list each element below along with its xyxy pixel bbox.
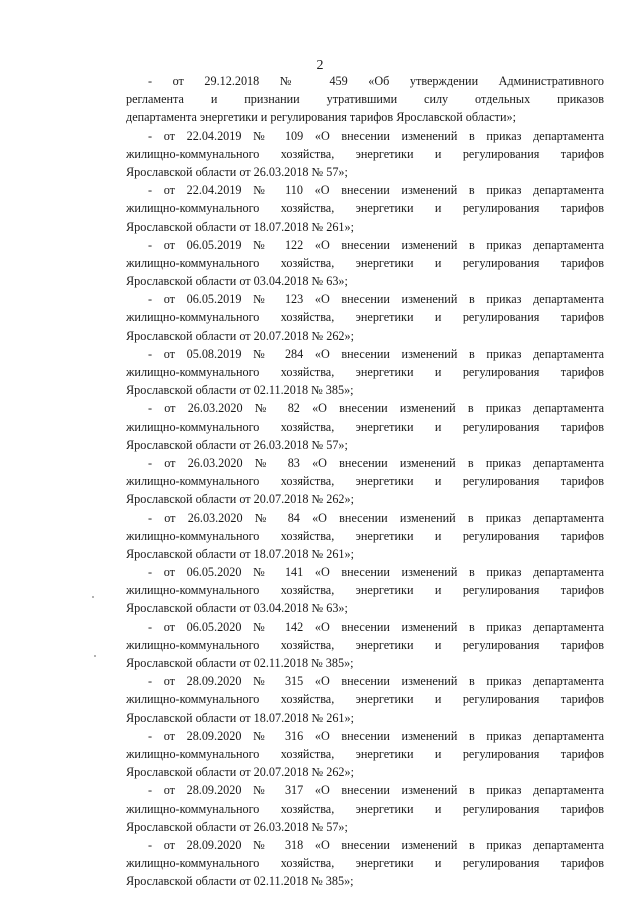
- item-line: Ярославской области от 20.07.2018 № 262»;: [126, 765, 354, 780]
- list-item-7: [126, 454, 604, 509]
- list-item-4: [126, 290, 604, 345]
- item-line: жилищно-коммунального хозяйства, энергетики и регулирования тарифов: [126, 801, 604, 816]
- item-line: регламента и признании утратившими силу отдельных приказов: [126, 92, 604, 107]
- item-line: жилищно-коммунального хозяйства, энергетики и регулирования тарифов: [126, 419, 604, 434]
- item-line: - от 22.04.2019 № 109 «О внесении изменений в приказ департамента: [148, 128, 604, 143]
- item-line: - от 26.03.2020 № 82 «О внесении изменений в приказ департамента: [148, 401, 604, 416]
- item-line: жилищно-коммунального хозяйства, энергетики и регулирования тарифов: [126, 583, 604, 598]
- document-body: [126, 72, 604, 890]
- item-line: жилищно-коммунального хозяйства, энергетики и регулирования тарифов: [126, 255, 604, 270]
- item-line: жилищно-коммунального хозяйства, энергетики и регулирования тарифов: [126, 310, 604, 325]
- list-item-9: [126, 563, 604, 618]
- item-line: жилищно-коммунального хозяйства, энергетики и регулирования тарифов: [126, 528, 604, 543]
- item-line: жилищно-коммунального хозяйства, энергетики и регулирования тарифов: [126, 856, 604, 871]
- scan-speck: [94, 655, 96, 657]
- list-item-5: [126, 345, 604, 400]
- list-item-12: [126, 727, 604, 782]
- list-item-3: [126, 236, 604, 291]
- item-line: Ярославской области от 20.07.2018 № 262»;: [126, 492, 354, 507]
- item-line: - от 26.03.2020 № 84 «О внесении изменений в приказ департамента: [148, 510, 604, 525]
- item-line: - от 28.09.2020 № 315 «О внесении изменений в приказ департамента: [148, 674, 604, 689]
- item-line: - от 29.12.2018 № 459 «Об утверждении Административного: [148, 74, 604, 88]
- item-line: департамента энергетики и регулирования тарифов Ярославской области»;: [126, 110, 516, 125]
- list-item-6: [126, 399, 604, 454]
- item-line: жилищно-коммунального хозяйства, энергетики и регулирования тарифов: [126, 746, 604, 761]
- list-item-13: [126, 781, 604, 836]
- item-line: Ярославской области от 03.04.2018 № 63»;: [126, 274, 348, 289]
- item-line: Ярославской области от 02.11.2018 № 385»;: [126, 656, 354, 670]
- item-line: Ярославской области от 26.03.2018 № 57»;: [126, 164, 348, 179]
- item-line: - от 05.08.2019 № 284 «О внесении изменений в приказ департамента: [148, 346, 604, 361]
- item-line: Ярославской области от 02.11.2018 № 385»;: [126, 383, 354, 398]
- item-line: жилищно-коммунального хозяйства, энергетики и регулирования тарифов: [126, 365, 604, 379]
- item-line: - от 22.04.2019 № 110 «О внесении изменений в приказ департамента: [148, 183, 604, 198]
- item-line: Ярославской области от 02.11.2018 № 385»;: [126, 874, 354, 889]
- list-item-10: [126, 618, 604, 673]
- item-line: Ярославской области от 18.07.2018 № 261»;: [126, 710, 354, 725]
- list-item-14: [126, 836, 604, 891]
- list-item-0: [126, 72, 604, 127]
- item-line: - от 26.03.2020 № 83 «О внесении изменений в приказ департамента: [148, 455, 604, 470]
- item-line: Ярославской области от 26.03.2018 № 57»;: [126, 819, 348, 834]
- item-line: - от 06.05.2020 № 142 «О внесении изменений в приказ департамента: [148, 619, 604, 634]
- item-line: жилищно-коммунального хозяйства, энергетики и регулирования тарифов: [126, 146, 604, 161]
- item-line: - от 06.05.2020 № 141 «О внесении изменений в приказ департамента: [148, 565, 604, 580]
- item-line: - от 28.09.2020 № 318 «О внесении изменений в приказ департамента: [148, 837, 604, 852]
- item-line: - от 28.09.2020 № 316 «О внесении изменений в приказ департамента: [148, 728, 604, 743]
- item-line: - от 06.05.2019 № 122 «О внесении изменений в приказ департамента: [148, 237, 604, 252]
- item-line: жилищно-коммунального хозяйства, энергетики и регулирования тарифов: [126, 637, 604, 652]
- item-line: Ярославской области от 18.07.2018 № 261»;: [126, 219, 354, 234]
- item-line: - от 06.05.2019 № 123 «О внесении изменений в приказ департамента: [148, 292, 604, 307]
- item-line: Ярославской области от 03.04.2018 № 63»;: [126, 601, 348, 616]
- item-line: Ярославской области от 26.03.2018 № 57»;: [126, 437, 348, 452]
- item-line: жилищно-коммунального хозяйства, энергетики и регулирования тарифов: [126, 201, 604, 216]
- item-line: жилищно-коммунального хозяйства, энергетики и регулирования тарифов: [126, 692, 604, 707]
- list-item-11: [126, 672, 604, 727]
- item-line: Ярославской области от 18.07.2018 № 261»;: [126, 546, 354, 561]
- item-line: жилищно-коммунального хозяйства, энергетики и регулирования тарифов: [126, 474, 604, 489]
- page-number: 2: [316, 58, 324, 73]
- list-item-2: [126, 181, 604, 236]
- item-line: - от 28.09.2020 № 317 «О внесении изменений в приказ департамента: [148, 783, 604, 798]
- list-item-1: [126, 127, 604, 182]
- item-line: Ярославской области от 20.07.2018 № 262»;: [126, 328, 354, 343]
- scan-speck: [92, 596, 94, 598]
- list-item-8: [126, 509, 604, 564]
